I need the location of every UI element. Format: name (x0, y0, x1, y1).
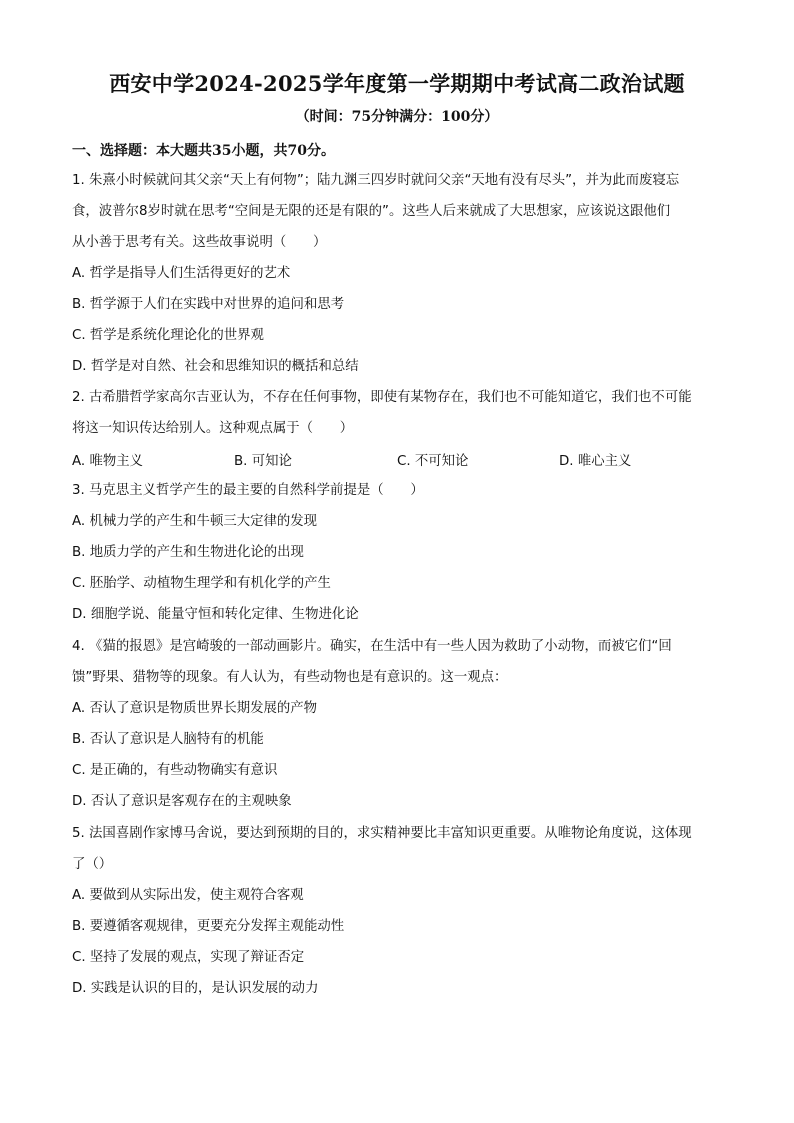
question-3-option-b: B. 地质力学的产生和生物进化论的出现 (72, 545, 304, 560)
question-4-stem-line-1: 4. 《猫的报恩》是宫崎骏的一部动画影片。确实，在生活中有一些人因为救助了小动物，而被它们“回 (72, 639, 672, 654)
question-4-option-c: C. 是正确的，有些动物确实有意识 (72, 763, 278, 778)
question-1-stem-line-2: 食，波普尔8岁时就在思考“空间是无限的还是有限的”。这些人后来就成了大思想家，应该说这跟他们 (72, 204, 671, 219)
question-5-stem-line-1: 5. 法国喜剧作家博马舍说，要达到预期的目的，求实精神要比丰富知识更重要。从唯物论角度说，这体现 (72, 826, 692, 841)
question-1-option-d: D. 哲学是对自然、社会和思维知识的概括和总结 (72, 359, 359, 374)
question-5-option-b: B. 要遵循客观规律，更要充分发挥主观能动性 (72, 919, 345, 934)
question-5-option-d: D. 实践是认识的目的，是认识发展的动力 (72, 981, 319, 996)
question-1-option-c: C. 哲学是系统化理论化的世界观 (72, 328, 264, 343)
question-5-option-a: A. 要做到从实际出发，使主观符合客观 (72, 888, 304, 903)
section-heading: 一、选择题：本大题共35小题，共70分。 (72, 143, 335, 159)
question-4-option-d: D. 否认了意识是客观存在的主观映象 (72, 794, 292, 809)
question-2-option-c: C. 不可知论 (397, 454, 469, 469)
question-2-stem-line-1: 2. 古希腊哲学家高尔吉亚认为，不存在任何事物，即使有某物存在，我们也不可能知道它，我们也不可能 (72, 390, 692, 405)
page-title: 西安中学2024-2025学年度第一学期期中考试高二政治试题 (109, 71, 685, 96)
question-1-stem-line-1: 1. 朱熹小时候就问其父亲“天上有何物”；陆九渊三四岁时就问父亲“天地有没有尽头”，并为此而废寝忘 (72, 173, 680, 188)
question-3-option-a: A. 机械力学的产生和牛顿三大定律的发现 (72, 514, 318, 529)
question-4-option-b: B. 否认了意识是人脑特有的机能 (72, 732, 264, 747)
question-2-stem-line-2: 将这一知识传达给别人。这种观点属于（ ） (72, 421, 354, 436)
question-5-option-c: C. 坚持了发展的观点，实现了辩证否定 (72, 950, 305, 965)
question-5-stem-line-2: 了（） (72, 857, 113, 872)
question-3-option-d: D. 细胞学说、能量守恒和转化定律、生物进化论 (72, 607, 359, 622)
question-4-option-a: A. 否认了意识是物质世界长期发展的产物 (72, 701, 318, 716)
question-1-option-a: A. 哲学是指导人们生活得更好的艺术 (72, 266, 291, 281)
question-2-option-b: B. 可知论 (234, 454, 292, 469)
question-2-option-d: D. 唯心主义 (559, 454, 632, 469)
question-1-stem-line-3: 从小善于思考有关。这些故事说明（ ） (72, 235, 327, 250)
question-1-option-b: B. 哲学源于人们在实践中对世界的追问和思考 (72, 297, 345, 312)
exam-time-info: （时间：75分钟满分：100分） (295, 109, 499, 125)
question-4-stem-line-2: 馈”野果、猎物等的现象。有人认为，有些动物也是有意识的。这一观点： (72, 670, 508, 685)
question-3-stem-line-1: 3. 马克思主义哲学产生的最主要的自然科学前提是（ ） (72, 483, 424, 498)
question-2-option-a: A. 唯物主义 (72, 454, 143, 469)
question-3-option-c: C. 胚胎学、动植物生理学和有机化学的产生 (72, 576, 331, 591)
